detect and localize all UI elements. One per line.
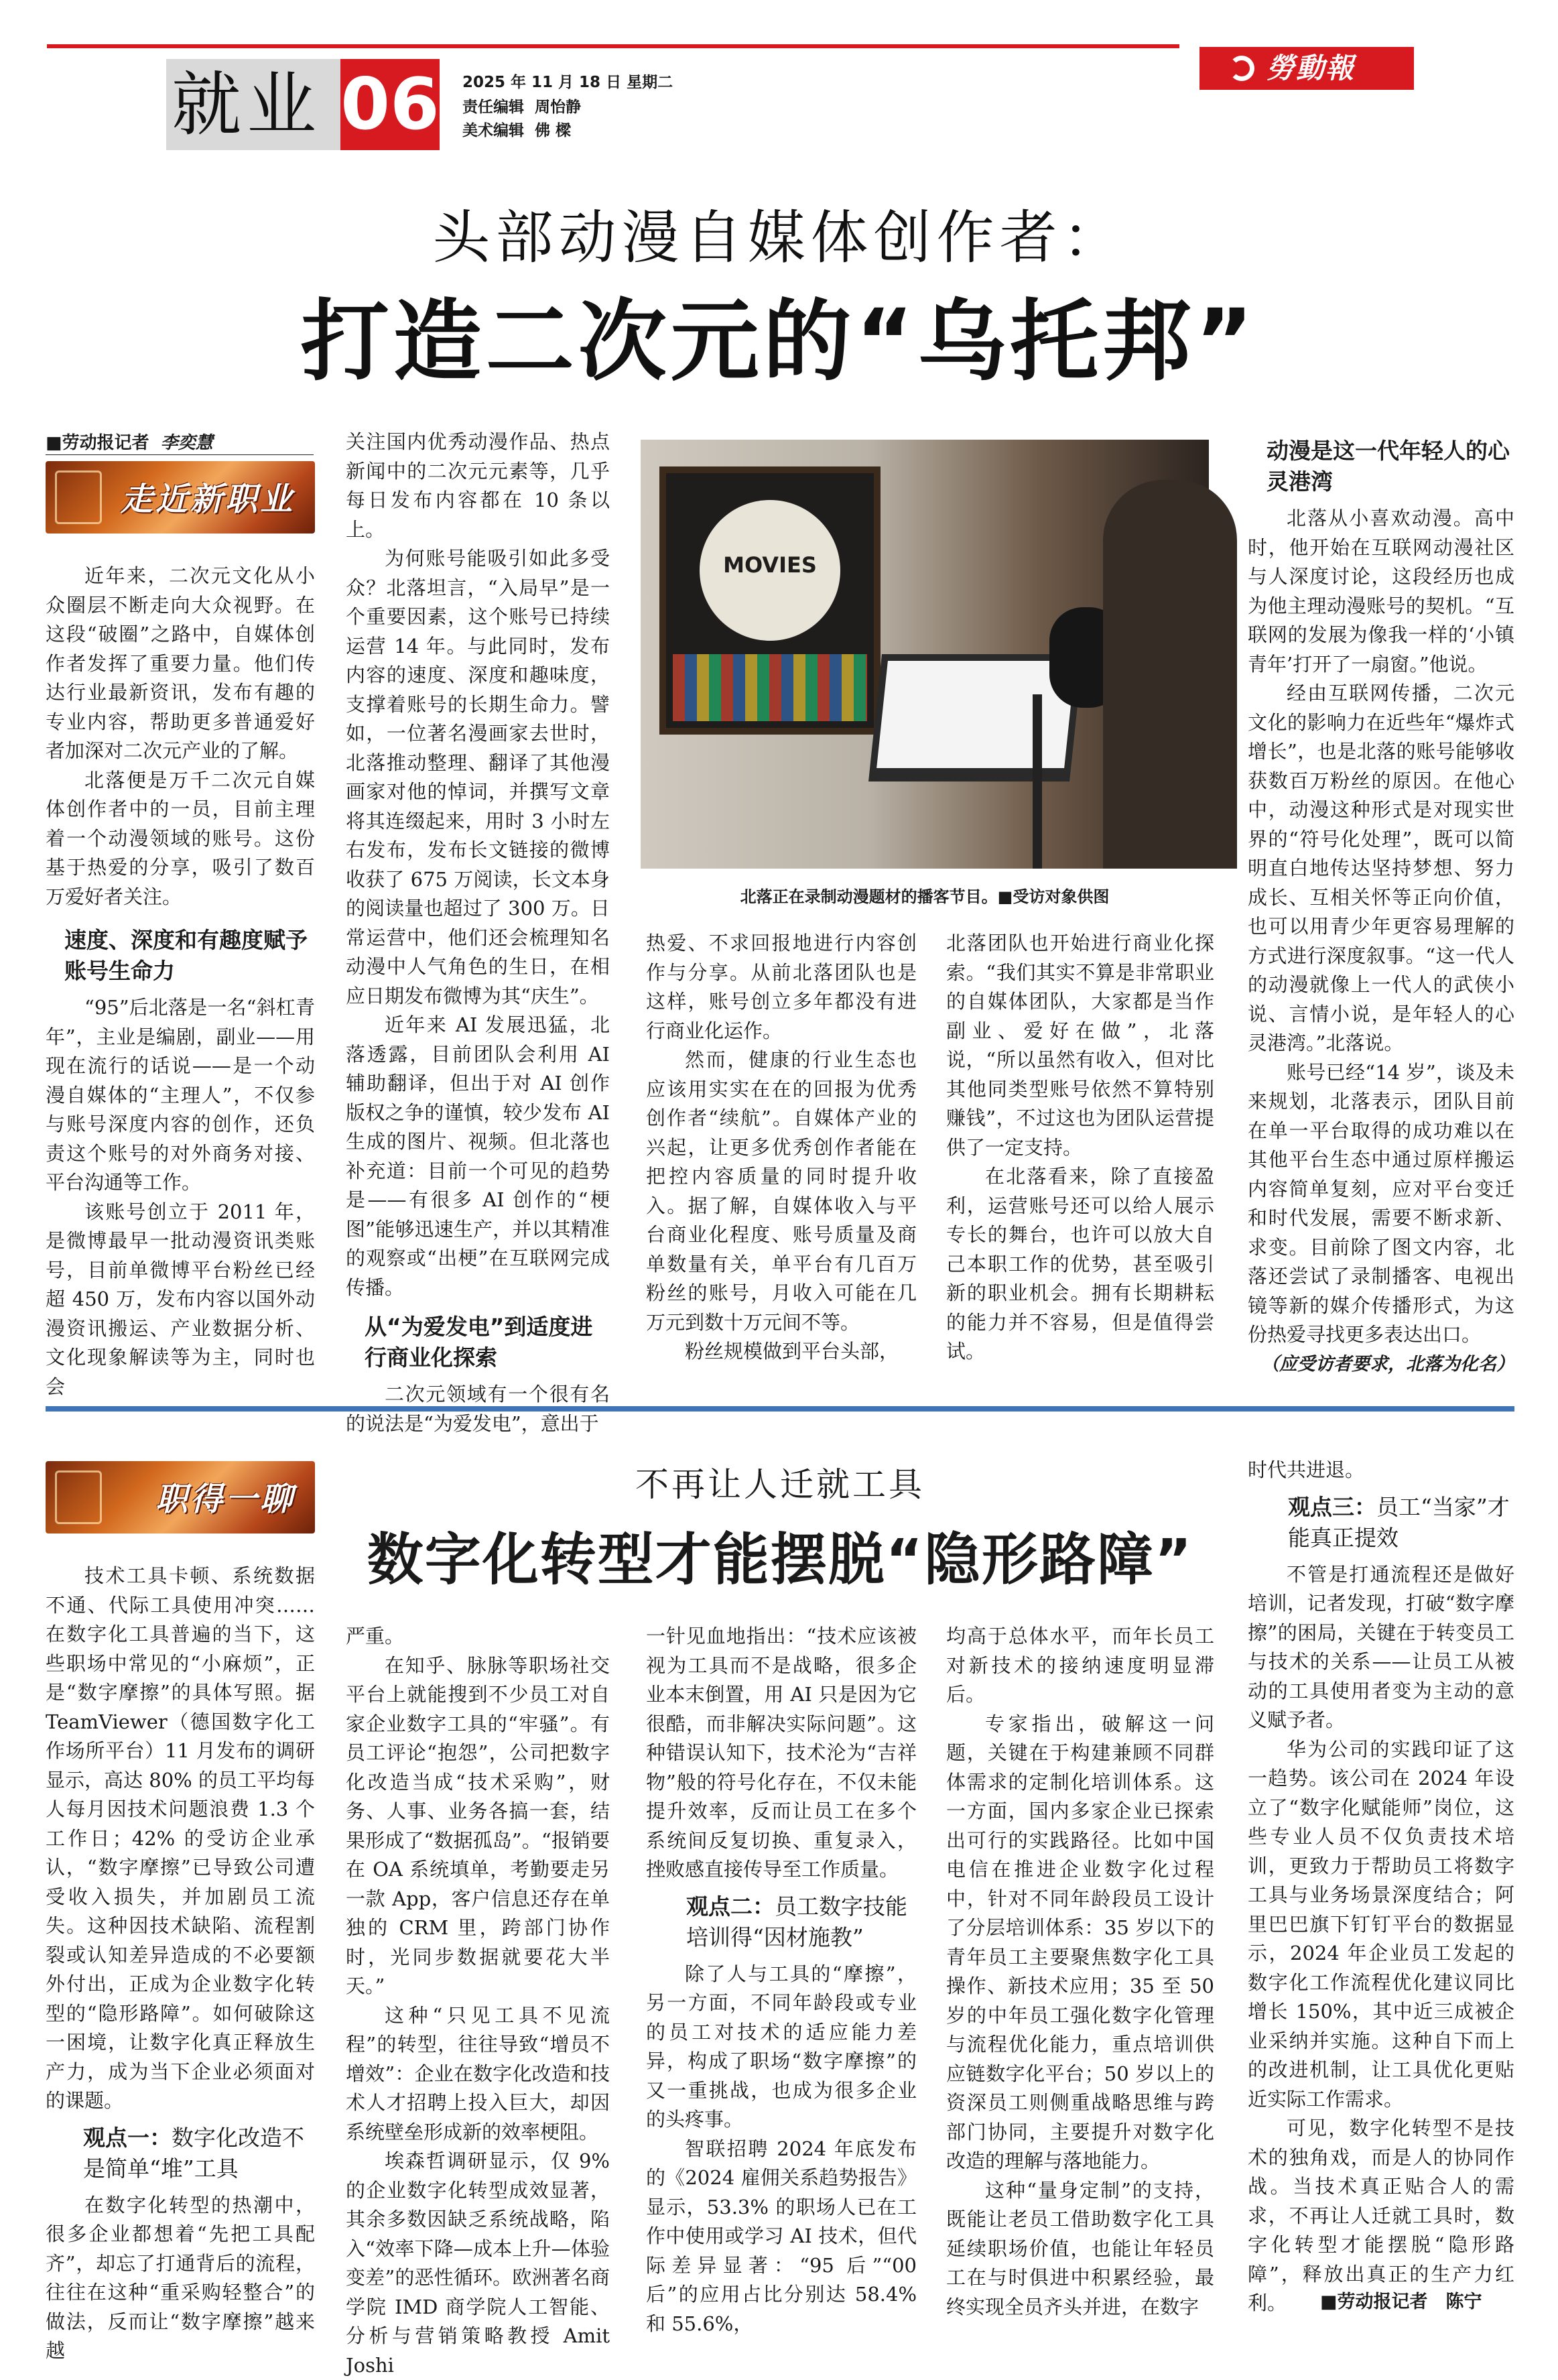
paragraph: 二次元领域有一个很有名的说法是“为爱发电”，意出于 [346, 1383, 610, 1435]
paragraph: 北落团队也开始进行商业化探索。“我们其实不算是非常职业的自媒体团队，大家都是当作副业、爱好在做”，北落说，“所以虽然有收入，但对比其他同类型账号依然不算特别赚钱”，不过这也为团队运营提供了一定支持。 [946, 932, 1214, 1159]
paragraph: 近年来，二次元文化从小众圈层不断走向大众视野。在这段“破圈”之路中，自媒体创作者发挥了重要力量。他们传达行业最新资讯，发布有趣的专业内容，帮助更多普通爱好者加深对二次元产业的了解。 [46, 564, 315, 762]
paragraph: 账号已经“14 岁”，谈及未来规划，北落表示，团队目前在单一平台取得的成功难以在其他平台生态中通过原样搬运内容简单复刻，应对平台变迁和时代发展，需要不断求新、求变。目前除了图文内容，北落还尝试了录制播客、电视出镜等新的媒介传播形式，为这份热爱寻找更多表达出口。 [1248, 1060, 1514, 1346]
paragraph: 均高于总体水平，而年长员工对新技术的接纳速度明显滞后。 [946, 1625, 1214, 1706]
paragraph: 这种“只见工具不见流程”的转型，往往导致“增员不增效”：企业在数字化改造和技术人才招聘上投入巨大，却因系统壁垒形成新的效率梗阻。 [346, 2003, 610, 2143]
article2-byline: ■劳动报记者 陈宁 [1320, 2292, 1482, 2312]
paragraph: 在数字化转型的热潮中，很多企业都想着“先把工具配齐”，却忘了打通背后的流程，往往在这种“重采购轻整合”的做法，反而让“数字摩擦”越来越 [46, 2193, 315, 2362]
paragraph: 可见，数字化转型不是技术的独角戏，而是人的协同作战。当技术真正贴合人的需求，不再让人迁就工具时，数字化转型才能摆脱“隐形路障”，释放出真正的生产力红利。 [1248, 2117, 1514, 2314]
viewpoint-text: 数字化改造不是简单“堆”工具 [83, 2124, 304, 2182]
podcast-photo [641, 440, 1209, 869]
paragraph: 不管是打通流程还是做好培训，记者发现，打破“数字摩擦”的困局，关键在于转变员工与技术的关系——让员工从被动的工具使用者变为主动的意义赋予者。 [1248, 1562, 1514, 1731]
poster-title: MOVIES [723, 552, 817, 578]
editor-label: 责任编辑 [462, 99, 524, 116]
article2-column-1 [46, 1562, 315, 2362]
subhead: 从“为爱发电”到适度进行商业化探索 [365, 1314, 593, 1371]
viewpoint-heading [1288, 1492, 1514, 1554]
article1-column-2 [346, 428, 610, 1435]
newspaper-name: 勞動報 [1267, 52, 1356, 84]
paragraph: 经由互联网传播，二次元文化的影响力在近些年“爆炸式增长”，也是北落的账号能够收获数百万粉丝的原因。在他心中，动漫这种形式是对现实世界的“符号化处理”，既可以简明直白地传达坚持梦想、努力成长、互相关怀等正向价值，也可以用青少年更容易理解的方式进行深度叙事。“这一代人的动漫就像上一代人的武侠小说、言情小说，是年轻人的心灵港湾。”北落说。 [1248, 682, 1514, 1054]
page-number: 06 [340, 63, 440, 145]
paragraph: 华为公司的实践印证了这一趋势。该公司在 2024 年设立了“数字化赋能师”岗位，这些专业人员不仅负责技术培训，更致力于帮助员工将数字工具与业务场景深度结合；阿里巴巴旗下钉钉平台的数据显示，2024 年企业员工发起的数字化工作流程优化建议同比增长 150%，其中近三成被企业采纳并实施。这种自下而上的改进机制，让工具优化更贴近实际工作需求。 [1248, 1737, 1514, 2111]
article2-kicker: 不再让人迁就工具 [635, 1465, 925, 1504]
article1-kicker: 头部动漫自媒体创作者： [432, 204, 1126, 271]
paragraph: “95”后北落是一名“斜杠青年”，主业是编剧，副业——用现在流行的话说——是一个动漫自媒体的“主理人”，不仅参与账号深度内容的创作，还负责这个账号的对外商务对接、平台沟通等工作。 [46, 996, 315, 1194]
art-editor-name: 佛 樑 [535, 122, 572, 139]
viewpoint-text: 员工“当家”才能真正提效 [1288, 1493, 1510, 1551]
article2-column-2 [346, 1622, 610, 2377]
movie-poster [659, 466, 881, 735]
paragraph: 技术工具卡顿、系统数据不通、代际工具使用冲突……在数字化工具普遍的当下，这些职场中常见的“小麻烦”，正是“数字摩擦”的具体写照。据 TeamViewer（德国数字化工作场所平台）11 月发布的调研显示，高达 80% 的员工平均每人每月因技术问题浪费 1.3 个工作日；42% 的受访企业承认，“数字摩擦”已导致公司遭受收入损失，并加剧员工流失。这种因技术缺陷、流程割裂或认知差异造成的不必要额外付出，正成为企业数字化转型的“隐形路障”。如何破除这一困境，让数字化真正释放生产力，成为当下企业必须面对的课题。 [46, 1564, 315, 2112]
article1-column-3 [646, 929, 917, 1363]
subhead: 动漫是这一代年轻人的心灵港湾 [1267, 438, 1510, 495]
issue-date: 2025 年 11 月 18 日 星期二 [462, 74, 673, 91]
banner-deco-icon [55, 471, 102, 524]
paragraph: 一针见血地指出：“技术应该被视为工具而不是战略，很多企业本末倒置，用 AI 只是因为它很酷，而非解决实际问题”。这种错误认知下，技术沦为“吉祥物”般的符号化存在，不仅未能提升效率，反而让员工在多个系统间反复切换、重复录入，挫败感直接传导至工作质量。 [646, 1625, 917, 1881]
paragraph: 埃森哲调研显示，仅 9% 的企业数字化转型成效显著，其余多数因缺乏系统战略，陷入“效率下降—成本上升—体验变差”的恶性循环。欧洲著名商学院 IMD 商学院人工智能、分析与营销策略教授 Amit Joshi [346, 2149, 610, 2377]
subhead: 速度、深度和有趣度赋予账号生命力 [64, 927, 308, 984]
paragraph: 北落从小喜欢动漫。高中时，他开始在互联网动漫社区与人深度讨论，这段经历也成为他主理动漫账号的契机。“互联网的发展为像我一样的‘小镇青年’打开了一扇窗。”他说。 [1248, 507, 1514, 676]
article1-byline [46, 429, 213, 454]
paragraph: 专家指出，破解这一问题，关键在于构建兼顾不同群体需求的定制化培训体系。这一方面，国内多家企业已探索出可行的实践路径。比如中国电信在推进企业数字化过程中，针对不同年龄段员工设计了分层培训体系：35 岁以下的青年员工主要聚焦数字化工具操作、新技术应用；35 至 50 岁的中年员工强化数字化管理与流程优化能力，重点培训供应链数字化平台；50 岁以上的资深员工则侧重战略思维与跨部门协同，主要提升对数字化改造的理解与落地能力。 [946, 1712, 1214, 2172]
byline-rule [46, 454, 314, 455]
section-label: 就业 [172, 64, 322, 145]
paragraph: 为何账号能吸引如此多受众？北落坦言，“入局早”是一个重要因素，这个账号已持续运营 14 年。与此同时，发布内容的速度、深度和趣味度，支撑着账号的长期生命力。譬如，一位著名漫画家去世时，北落推动整理、翻译了其他漫画家对他的悼词，并撰写文章将其连缀起来，用时 3 小时左右发布，发布长文链接的微博收获了 675 万阅读，长文本身的阅读量也超过了 300 万。日常运营中，他们还会梳理知名动漫中人气角色的生日，在相应日期发布微博为其“庆生”。 [346, 547, 610, 1007]
poster-tiles [673, 654, 867, 721]
viewpoint-label: 观点三： [1288, 1493, 1376, 1520]
column-banner-new-jobs [46, 461, 315, 534]
laptop-screen [877, 661, 1076, 768]
art-editor-label: 美术编辑 [462, 122, 524, 139]
paragraph: 该账号创立于 2011 年，是微博最早一批动漫资讯类账号，目前单微博平台粉丝已经超 450 万，发布内容以国外动漫资讯搬运、产业数据分析、文化现象解读等为主，同时也会 [46, 1200, 315, 1398]
paragraph: 关注国内优秀动漫作品、热点新闻中的二次元元素等，几乎每日发布内容都在 10 条以上。 [346, 430, 610, 541]
paragraph: 北落便是万千二次元自媒体创作者中的一员，目前主理着一个动漫领域的账号。这份基于热爱的分享，吸引了数百万爱好者关注。 [46, 768, 315, 908]
paragraph: 粉丝规模做到平台头部， [685, 1340, 899, 1363]
banner-deco-icon [55, 1470, 102, 1524]
paragraph: 时代共进退。 [1248, 1458, 1365, 1481]
viewpoint-label: 观点二： [686, 1893, 775, 1920]
paragraph: 热爱、不求回报地进行内容创作与分享。从前北落团队也是这样，账号创立多年都没有进行商业化运作。 [646, 932, 917, 1042]
column-banner-title: 走近新职业 [120, 481, 295, 518]
section-separator [46, 1406, 1514, 1412]
column-banner-career-talk [46, 1461, 315, 1533]
editor-note: （应受访者要求，北落为化名） [1261, 1353, 1514, 1375]
article2-column-4 [946, 1622, 1214, 2326]
article2-column-3 [646, 1622, 917, 2335]
paragraph: 近年来 AI 发展迅猛，北落透露，目前团队会利用 AI 辅助翻译，但出于对 AI 创作版权之争的谨慎，较少发布 AI 生成的图片、视频。但北落也补充道：目前一个可见的趋势是——有很多 AI 创作的“梗图”能够迅速生产，并以其精准的观察或“出梗”在互联网完成传播。 [346, 1013, 610, 1299]
editor-name: 周怡静 [535, 99, 582, 116]
paragraph: 在知乎、脉脉等职场社交平台上就能搜到不少员工对自家企业数字工具的“牢骚”。有员工评论“抱怨”，公司把数字化改造当成“技术采购”，财务、人事、业务各搞一套，结果形成了“数据孤岛”。“报销要在 OA 系统填单，考勤要走另一款 App，客户信息还存在单独的 CRM 里，跨部门协作时，光同步数据就要花大半天。” [346, 1653, 610, 1997]
paragraph: 严重。 [346, 1625, 405, 1647]
paragraph: 在北落看来，除了直接盈利，运营账号还可以给人展示专长的舞台，也许可以放大自己本职工作的优势，甚至吸引新的职业机会。拥有长期耕耘的能力并不容易，但是值得尝试。 [946, 1165, 1214, 1363]
article1-column-5 [1248, 436, 1514, 1375]
paragraph: 智联招聘 2024 年底发布的《2024 雇佣关系趋势报告》显示，53.3% 的职场人已在工作中使用或学习 AI 技术，但代际差异显著：“95 后”“00 后”的应用占比分别达 58.4% 和 55.6%， [646, 2137, 917, 2335]
viewpoint-text: 员工数字技能培训得“因材施教” [686, 1893, 907, 1950]
top-red-rule [47, 44, 1179, 48]
paragraph: 然而，健康的行业生态也应该用实实在在的回报为优秀创作者“续航”。自媒体产业的兴起，让更多优秀创作者能在把控内容质量的同时提升收入。据了解，自媒体收入与平台商业化程度、账号质量及商单数量有关，单平台有几百万粉丝的账号，月收入可能在几万元到数十万元间不等。 [646, 1048, 917, 1334]
masthead-logo [1199, 47, 1414, 90]
article2-headline: 数字化转型才能摆脱“隐形路障” [367, 1527, 1193, 1592]
viewpoint-heading [83, 2123, 315, 2184]
byline-prefix: ■劳动报记者 [46, 433, 149, 453]
art-editor-line [462, 118, 571, 140]
logo-mark-icon [1229, 56, 1254, 81]
byline-name: 李奕慧 [160, 433, 213, 453]
mic-stand [1033, 694, 1042, 869]
article1-column-1 [46, 562, 315, 1398]
article1-headline: 打造二次元的“乌托邦” [300, 290, 1258, 393]
column-banner-title: 职得一聊 [155, 1481, 295, 1518]
photo-caption: 北落正在录制动漫题材的播客节目。■受访对象供图 [740, 887, 1110, 906]
editor-line [462, 95, 581, 117]
person [1103, 480, 1237, 869]
viewpoint-heading [686, 1891, 917, 1953]
article1-column-4 [946, 929, 1214, 1363]
paragraph: 这种“量身定制”的支持，既能让老员工借助数字化工具延续职场价值，也能让年轻员工在与时俱进中积累经验，最终实现全员齐头并进，在数字 [946, 2178, 1214, 2318]
paragraph: 除了人与工具的“摩擦”，另一方面，不同年龄段或专业的员工对技术的适应能力差异，构成了职场“数字摩擦”的又一重挑战，也成为很多企业的头疼事。 [646, 1962, 917, 2131]
viewpoint-label: 观点一： [83, 2124, 172, 2151]
